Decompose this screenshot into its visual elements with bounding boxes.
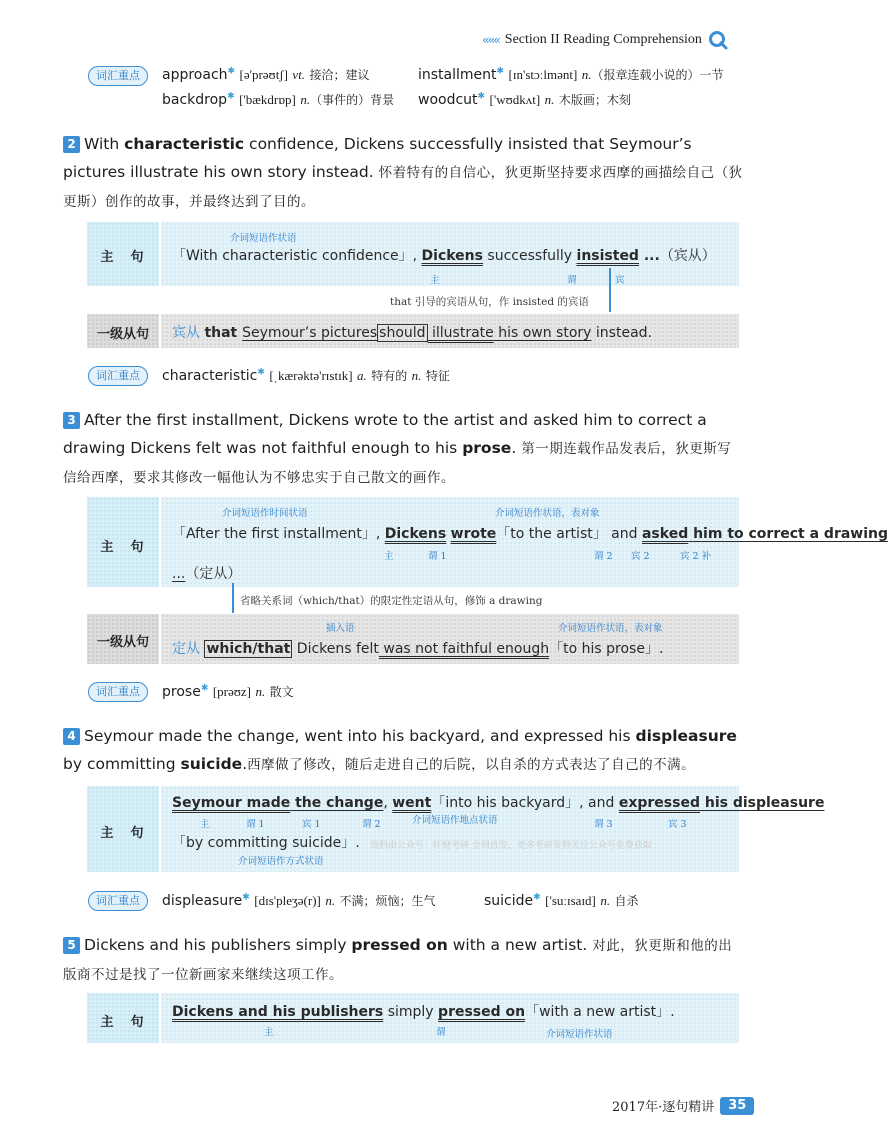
- grammar-label: 宾 2 补: [680, 551, 712, 562]
- vocab-entry: characteristic✱ [ˌkærəktə'rɪstɪk] a. 特有的 n. 特征: [162, 367, 450, 384]
- annotation: 介词短语作时间状语: [222, 508, 308, 519]
- sentence-number: 3: [63, 412, 80, 429]
- grammar-label: 宾: [615, 275, 625, 286]
- pointer-line: [609, 268, 611, 312]
- main-clause-text: Dickens and his publishers simply pressed on「with a new artist」.: [172, 1004, 675, 1020]
- vocab-tag: 词汇重点: [88, 682, 148, 702]
- header-arrows: ‹‹‹‹‹‹: [482, 33, 499, 47]
- annotation: 介词短语作状语: [546, 1029, 613, 1040]
- sentence-number: 5: [63, 937, 80, 954]
- clause-note: that 引导的宾语从句，作 insisted 的宾语: [390, 296, 589, 308]
- sentence-3: 3 After the first installment, Dickens wrote to the artist and asked him to correct a drawing Dickens felt was not faithful enough to his prose. 第一期连载作品发表后，狄更斯写信给西摩，要求其修改一幅他认为不够忠实于自己散文的画作。: [63, 411, 732, 486]
- annotation: 介词短语作状语: [230, 233, 297, 244]
- main-clause-text: 「After the first installment」, Dickens wrote「to the artist」 and asked him to correct a drawing: [172, 526, 888, 542]
- pointer-line: [232, 583, 234, 613]
- grammar-label: 宾 3: [668, 819, 687, 830]
- star-icon: ✱: [200, 683, 209, 694]
- vocab-entry: backdrop✱ ['bækdrɒp] n.（事件的）背景: [162, 91, 395, 108]
- magnifier-q-icon: [708, 30, 728, 50]
- grammar-label: 谓 2: [362, 819, 381, 830]
- grammar-label: 谓: [436, 1027, 446, 1038]
- star-icon: ✱: [257, 367, 265, 378]
- grammar-label: 主: [264, 1027, 274, 1038]
- sentence-2: 2 With characteristic confidence, Dickens successfully insisted that Seymour’s pictures illustrate his own story instead. 怀着特有的自信心，狄更斯坚持要求西摩的画描绘自己（狄更斯）创作的故事，并最终达到了目的。: [63, 135, 743, 210]
- vocab-entry: approach✱ [ə'prəʊtʃ] vt. 接洽；建议: [162, 66, 370, 83]
- star-icon: ✱: [242, 892, 250, 903]
- watermark: 资料由公众号：旺财考研 全网首发，更多考研资料关注公众号免费获取: [370, 841, 652, 851]
- section-title: Section II Reading Comprehension: [504, 32, 702, 47]
- page-footer: [612, 1096, 754, 1115]
- grammar-label: 主: [200, 819, 210, 830]
- page-number: 35: [720, 1097, 754, 1115]
- grammar-label: 宾 2: [631, 551, 650, 562]
- grammar-label: 谓 1: [246, 819, 265, 830]
- main-clause-text-2: 「by committing suicide」.: [172, 835, 360, 851]
- grammar-label: 宾 1: [302, 819, 321, 830]
- annotation: 介词短语作方式状语: [238, 856, 324, 867]
- grammar-label: 谓 3: [594, 819, 613, 830]
- footer-title: 2017年·逐句精讲: [612, 1100, 715, 1115]
- annotation: 介词短语作状语，表对象: [495, 508, 600, 519]
- vocab-tag: 词汇重点: [88, 66, 148, 86]
- grammar-label: 谓 2: [594, 551, 613, 562]
- grammar-label: 主: [384, 551, 394, 562]
- vocab-entry: installment✱ [ɪn'stɔːlmənt] n.（报章连载小说的）一节: [418, 66, 724, 83]
- sub-clause-label: 一级从句: [96, 635, 149, 650]
- page-header: [482, 30, 728, 50]
- main-clause-label: 主 句: [100, 540, 146, 555]
- annotation: 介词短语作地点状语: [412, 815, 498, 826]
- main-clause-text: 「With characteristic confidence」, Dickens successfully insisted ...（宾从）: [172, 248, 716, 264]
- main-clause-label: 主 句: [100, 1015, 146, 1030]
- sub-clause-text: 宾从 that Seymour’s pictures should illustrate his own story instead.: [172, 325, 652, 341]
- sentence-number: 4: [63, 728, 80, 745]
- sentence-number: 2: [63, 136, 80, 153]
- vocab-entry: woodcut✱ ['wʊdkʌt] n. 木版画；木刻: [418, 91, 631, 108]
- vocab-entry: prose✱ [prəʊz] n. 散文: [162, 683, 294, 700]
- star-icon: ✱: [533, 892, 541, 903]
- star-icon: ✱: [496, 66, 505, 77]
- vocab-entry: suicide✱ ['suːɪsaɪd] n. 自杀: [484, 892, 639, 909]
- vocab-entry: displeasure✱ [dɪs'pleʒə(r)] n. 不满；烦恼；生气: [162, 892, 436, 909]
- grammar-label: 谓: [567, 275, 577, 286]
- main-clause-text: Seymour made the change, went「into his backyard」, and expressed his displeasure: [172, 795, 825, 811]
- annotation: 介词短语作状语，表对象: [558, 623, 663, 634]
- clause-note: 省略关系词（which/that）的限定性定语从句，修饰 a drawing: [240, 595, 543, 607]
- vocab-tag: 词汇重点: [88, 891, 148, 911]
- sentence-4: 4 Seymour made the change, went into his backyard, and expressed his displeasure by committing suicide.西摩做了修改，随后走进自己的后院，以自杀的方式表达了自己的不满。: [63, 727, 737, 773]
- sentence-5: 5 Dickens and his publishers simply pressed on with a new artist. 对此，狄更斯和他的出版商不过是找了一位新画家来继续这项工作。: [63, 936, 733, 983]
- star-icon: ✱: [477, 91, 486, 102]
- star-icon: ✱: [227, 66, 236, 77]
- sub-clause-text: 定从 which/that Dickens felt was not faithful enough「to his prose」.: [172, 641, 664, 657]
- main-clause-label: 主 句: [100, 826, 146, 841]
- sub-clause-label: 一级从句: [96, 327, 149, 342]
- annotation: 插入语: [326, 623, 355, 634]
- vocab-tag: 词汇重点: [88, 366, 148, 386]
- grammar-label: 谓 1: [428, 551, 447, 562]
- main-clause-text-2: ...（定从）: [172, 566, 242, 582]
- star-icon: ✱: [227, 91, 235, 102]
- main-clause-label: 主 句: [100, 250, 146, 265]
- grammar-label: 主: [430, 275, 440, 286]
